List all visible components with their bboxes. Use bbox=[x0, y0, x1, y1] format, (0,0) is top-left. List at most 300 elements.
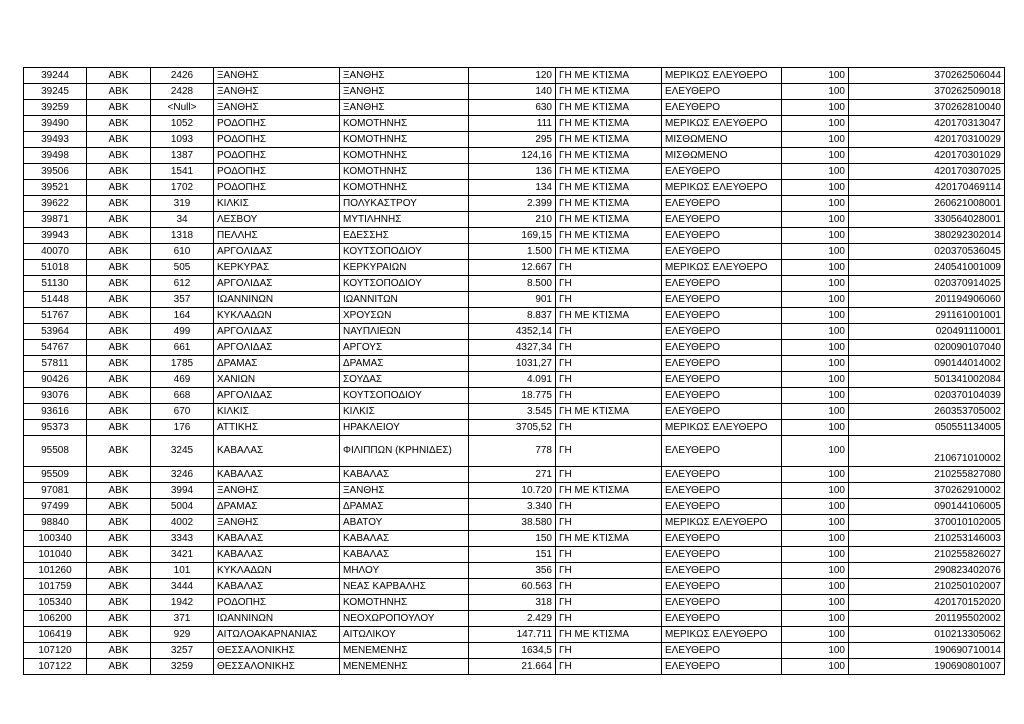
number-cell: 164 bbox=[151, 308, 214, 324]
status-cell: ΕΛΕΥΘΕΡΟ bbox=[662, 324, 782, 340]
area-cell: 2.429 bbox=[469, 611, 556, 627]
type-cell: ABK bbox=[87, 340, 151, 356]
number-cell: 3259 bbox=[151, 659, 214, 675]
number-cell: 1387 bbox=[151, 148, 214, 164]
municipality-cell: ΙΩΑΝΝΙΤΩΝ bbox=[340, 292, 469, 308]
number-cell: 469 bbox=[151, 372, 214, 388]
percentage-cell: 100 bbox=[782, 308, 849, 324]
prefecture-cell: ΑΡΓΟΛΙΔΑΣ bbox=[214, 340, 340, 356]
code-cell: 291161001001 bbox=[849, 308, 1005, 324]
type-cell: ABK bbox=[87, 531, 151, 547]
municipality-cell: ΚΟΜΟΤΗΝΗΣ bbox=[340, 132, 469, 148]
type-cell: ABK bbox=[87, 372, 151, 388]
percentage-cell: 100 bbox=[782, 100, 849, 116]
number-cell: 661 bbox=[151, 340, 214, 356]
prefecture-cell: ΙΩΑΝΝΙΝΩΝ bbox=[214, 292, 340, 308]
table-row bbox=[24, 292, 1005, 308]
number-cell: <Null> bbox=[151, 100, 214, 116]
number-cell: 1318 bbox=[151, 228, 214, 244]
table-row bbox=[24, 547, 1005, 563]
percentage-cell: 100 bbox=[782, 372, 849, 388]
status-cell: ΕΛΕΥΘΕΡΟ bbox=[662, 84, 782, 100]
municipality-cell: ΞΑΝΘΗΣ bbox=[340, 84, 469, 100]
municipality-cell: ΑΒΑΤΟΥ bbox=[340, 515, 469, 531]
record-id-cell: 106200 bbox=[24, 611, 87, 627]
number-cell: 1093 bbox=[151, 132, 214, 148]
type-cell: ABK bbox=[87, 563, 151, 579]
record-id-cell: 39521 bbox=[24, 180, 87, 196]
record-id-cell: 51448 bbox=[24, 292, 87, 308]
percentage-cell: 100 bbox=[782, 436, 849, 467]
type-cell: ABK bbox=[87, 148, 151, 164]
municipality-cell: ΚΟΥΤΣΟΠΟΔΙΟΥ bbox=[340, 276, 469, 292]
code-cell: 010213305062 bbox=[849, 627, 1005, 643]
municipality-cell: ΚΟΜΟΤΗΝΗΣ bbox=[340, 148, 469, 164]
percentage-cell: 100 bbox=[782, 180, 849, 196]
code-cell: 240541001009 bbox=[849, 260, 1005, 276]
table-row bbox=[24, 531, 1005, 547]
percentage-cell: 100 bbox=[782, 340, 849, 356]
category-cell: ΓΗ bbox=[556, 372, 662, 388]
percentage-cell: 100 bbox=[782, 244, 849, 260]
municipality-cell: ΝΑΥΠΛΙΕΩΝ bbox=[340, 324, 469, 340]
table-row bbox=[24, 100, 1005, 116]
code-cell: 420170310029 bbox=[849, 132, 1005, 148]
category-cell: ΓΗ bbox=[556, 292, 662, 308]
percentage-cell: 100 bbox=[782, 84, 849, 100]
percentage-cell: 100 bbox=[782, 627, 849, 643]
code-cell: 420170301029 bbox=[849, 148, 1005, 164]
table-row bbox=[24, 132, 1005, 148]
type-cell: ABK bbox=[87, 659, 151, 675]
type-cell: ABK bbox=[87, 467, 151, 483]
table-row bbox=[24, 659, 1005, 675]
prefecture-cell: ΡΟΔΟΠΗΣ bbox=[214, 116, 340, 132]
table-row bbox=[24, 340, 1005, 356]
status-cell: ΕΛΕΥΘΕΡΟ bbox=[662, 100, 782, 116]
area-cell: 630 bbox=[469, 100, 556, 116]
municipality-cell: ΑΙΤΩΛΙΚΟΥ bbox=[340, 627, 469, 643]
status-cell: ΕΛΕΥΘΕΡΟ bbox=[662, 388, 782, 404]
prefecture-cell: ΚΑΒΑΛΑΣ bbox=[214, 531, 340, 547]
area-cell: 901 bbox=[469, 292, 556, 308]
number-cell: 3444 bbox=[151, 579, 214, 595]
prefecture-cell: ΚΙΛΚΙΣ bbox=[214, 404, 340, 420]
area-cell: 12.667 bbox=[469, 260, 556, 276]
percentage-cell: 100 bbox=[782, 563, 849, 579]
number-cell: 1541 bbox=[151, 164, 214, 180]
number-cell: 3257 bbox=[151, 643, 214, 659]
category-cell: ΓΗ bbox=[556, 467, 662, 483]
category-cell: ΓΗ ΜΕ ΚΤΙΣΜΑ bbox=[556, 308, 662, 324]
type-cell: ABK bbox=[87, 228, 151, 244]
prefecture-cell: ΑΡΓΟΛΙΔΑΣ bbox=[214, 244, 340, 260]
record-id-cell: 98840 bbox=[24, 515, 87, 531]
record-id-cell: 90426 bbox=[24, 372, 87, 388]
type-cell: ABK bbox=[87, 420, 151, 436]
municipality-cell: ΚΑΒΑΛΑΣ bbox=[340, 531, 469, 547]
number-cell: 1052 bbox=[151, 116, 214, 132]
category-cell: ΓΗ bbox=[556, 595, 662, 611]
status-cell: ΕΛΕΥΘΕΡΟ bbox=[662, 563, 782, 579]
status-cell: ΕΛΕΥΘΕΡΟ bbox=[662, 436, 782, 467]
status-cell: ΜΕΡΙΚΩΣ ΕΛΕΥΘΕΡΟ bbox=[662, 627, 782, 643]
record-id-cell: 95508 bbox=[24, 436, 87, 467]
code-cell: 420170469114 bbox=[849, 180, 1005, 196]
code-cell: 020090107040 bbox=[849, 340, 1005, 356]
table-row bbox=[24, 148, 1005, 164]
percentage-cell: 100 bbox=[782, 196, 849, 212]
number-cell: 371 bbox=[151, 611, 214, 627]
category-cell: ΓΗ bbox=[556, 579, 662, 595]
number-cell: 3421 bbox=[151, 547, 214, 563]
record-id-cell: 101759 bbox=[24, 579, 87, 595]
municipality-cell: ΞΑΝΘΗΣ bbox=[340, 68, 469, 84]
category-cell: ΓΗ ΜΕ ΚΤΙΣΜΑ bbox=[556, 116, 662, 132]
percentage-cell: 100 bbox=[782, 260, 849, 276]
number-cell: 3343 bbox=[151, 531, 214, 547]
code-cell: 370262509018 bbox=[849, 84, 1005, 100]
status-cell: ΕΛΕΥΘΕΡΟ bbox=[662, 579, 782, 595]
type-cell: ABK bbox=[87, 324, 151, 340]
record-id-cell: 40070 bbox=[24, 244, 87, 260]
type-cell: ABK bbox=[87, 643, 151, 659]
area-cell: 38.580 bbox=[469, 515, 556, 531]
table-row bbox=[24, 499, 1005, 515]
table-row bbox=[24, 356, 1005, 372]
record-id-cell: 107122 bbox=[24, 659, 87, 675]
record-id-cell: 101040 bbox=[24, 547, 87, 563]
category-cell: ΓΗ ΜΕ ΚΤΙΣΜΑ bbox=[556, 212, 662, 228]
table-row bbox=[24, 180, 1005, 196]
prefecture-cell: ΙΩΑΝΝΙΝΩΝ bbox=[214, 611, 340, 627]
prefecture-cell: ΘΕΣΣΑΛΟΝΙΚΗΣ bbox=[214, 659, 340, 675]
percentage-cell: 100 bbox=[782, 132, 849, 148]
code-cell: 260621008001 bbox=[849, 196, 1005, 212]
category-cell: ΓΗ ΜΕ ΚΤΙΣΜΑ bbox=[556, 100, 662, 116]
number-cell: 610 bbox=[151, 244, 214, 260]
record-id-cell: 39493 bbox=[24, 132, 87, 148]
table-row bbox=[24, 611, 1005, 627]
record-id-cell: 39943 bbox=[24, 228, 87, 244]
table-row bbox=[24, 196, 1005, 212]
table-row bbox=[24, 420, 1005, 436]
table-row bbox=[24, 372, 1005, 388]
area-cell: 3.545 bbox=[469, 404, 556, 420]
record-id-cell: 39498 bbox=[24, 148, 87, 164]
code-cell: 420170307025 bbox=[849, 164, 1005, 180]
record-id-cell: 93616 bbox=[24, 404, 87, 420]
status-cell: ΕΛΕΥΘΕΡΟ bbox=[662, 196, 782, 212]
area-cell: 295 bbox=[469, 132, 556, 148]
status-cell: ΕΛΕΥΘΕΡΟ bbox=[662, 356, 782, 372]
percentage-cell: 100 bbox=[782, 324, 849, 340]
prefecture-cell: ΞΑΝΘΗΣ bbox=[214, 84, 340, 100]
percentage-cell: 100 bbox=[782, 515, 849, 531]
prefecture-cell: ΡΟΔΟΠΗΣ bbox=[214, 132, 340, 148]
record-id-cell: 39259 bbox=[24, 100, 87, 116]
prefecture-cell: ΘΕΣΣΑΛΟΝΙΚΗΣ bbox=[214, 643, 340, 659]
number-cell: 101 bbox=[151, 563, 214, 579]
category-cell: ΓΗ ΜΕ ΚΤΙΣΜΑ bbox=[556, 148, 662, 164]
municipality-cell: ΧΡΟΥΣΩΝ bbox=[340, 308, 469, 324]
number-cell: 499 bbox=[151, 324, 214, 340]
table-row bbox=[24, 84, 1005, 100]
category-cell: ΓΗ bbox=[556, 659, 662, 675]
area-cell: 150 bbox=[469, 531, 556, 547]
status-cell: ΜΕΡΙΚΩΣ ΕΛΕΥΘΕΡΟ bbox=[662, 116, 782, 132]
municipality-cell: ΗΡΑΚΛΕΙΟΥ bbox=[340, 420, 469, 436]
code-cell: 260353705002 bbox=[849, 404, 1005, 420]
category-cell: ΓΗ ΜΕ ΚΤΙΣΜΑ bbox=[556, 132, 662, 148]
municipality-cell: ΔΡΑΜΑΣ bbox=[340, 499, 469, 515]
prefecture-cell: ΞΑΝΘΗΣ bbox=[214, 100, 340, 116]
table-row bbox=[24, 627, 1005, 643]
type-cell: ABK bbox=[87, 180, 151, 196]
prefecture-cell: ΡΟΔΟΠΗΣ bbox=[214, 180, 340, 196]
percentage-cell: 100 bbox=[782, 483, 849, 499]
category-cell: ΓΗ bbox=[556, 356, 662, 372]
area-cell: 151 bbox=[469, 547, 556, 563]
area-cell: 21.664 bbox=[469, 659, 556, 675]
record-id-cell: 57811 bbox=[24, 356, 87, 372]
percentage-cell: 100 bbox=[782, 547, 849, 563]
code-cell: 201194906060 bbox=[849, 292, 1005, 308]
table-row bbox=[24, 467, 1005, 483]
category-cell: ΓΗ bbox=[556, 420, 662, 436]
percentage-cell: 100 bbox=[782, 148, 849, 164]
area-cell: 18.775 bbox=[469, 388, 556, 404]
category-cell: ΓΗ bbox=[556, 563, 662, 579]
type-cell: ABK bbox=[87, 547, 151, 563]
code-cell: 201195502002 bbox=[849, 611, 1005, 627]
municipality-cell: ΞΑΝΘΗΣ bbox=[340, 483, 469, 499]
type-cell: ABK bbox=[87, 515, 151, 531]
prefecture-cell: ΑΡΓΟΛΙΔΑΣ bbox=[214, 388, 340, 404]
number-cell: 1785 bbox=[151, 356, 214, 372]
number-cell: 34 bbox=[151, 212, 214, 228]
municipality-cell: ΝΕΑΣ ΚΑΡΒΑΛΗΣ bbox=[340, 579, 469, 595]
record-id-cell: 39622 bbox=[24, 196, 87, 212]
area-cell: 120 bbox=[469, 68, 556, 84]
area-cell: 4352,14 bbox=[469, 324, 556, 340]
municipality-cell: ΜΥΤΙΛΗΝΗΣ bbox=[340, 212, 469, 228]
record-id-cell: 39245 bbox=[24, 84, 87, 100]
status-cell: ΜΕΡΙΚΩΣ ΕΛΕΥΘΕΡΟ bbox=[662, 515, 782, 531]
status-cell: ΕΛΕΥΘΕΡΟ bbox=[662, 164, 782, 180]
type-cell: ABK bbox=[87, 68, 151, 84]
prefecture-cell: ΚΥΚΛΑΔΩΝ bbox=[214, 563, 340, 579]
area-cell: 111 bbox=[469, 116, 556, 132]
status-cell: ΕΛΕΥΘΕΡΟ bbox=[662, 308, 782, 324]
code-cell: 090144014002 bbox=[849, 356, 1005, 372]
table-row bbox=[24, 308, 1005, 324]
table-row bbox=[24, 404, 1005, 420]
type-cell: ABK bbox=[87, 404, 151, 420]
status-cell: ΜΕΡΙΚΩΣ ΕΛΕΥΘΕΡΟ bbox=[662, 68, 782, 84]
area-cell: 318 bbox=[469, 595, 556, 611]
prefecture-cell: ΑΙΤΩΛΟΑΚΑΡΝΑΝΙΑΣ bbox=[214, 627, 340, 643]
status-cell: ΕΛΕΥΘΕΡΟ bbox=[662, 467, 782, 483]
status-cell: ΕΛΕΥΘΕΡΟ bbox=[662, 483, 782, 499]
table-row bbox=[24, 515, 1005, 531]
category-cell: ΓΗ ΜΕ ΚΤΙΣΜΑ bbox=[556, 244, 662, 260]
number-cell: 5004 bbox=[151, 499, 214, 515]
table-row bbox=[24, 228, 1005, 244]
percentage-cell: 100 bbox=[782, 212, 849, 228]
area-cell: 210 bbox=[469, 212, 556, 228]
category-cell: ΓΗ ΜΕ ΚΤΙΣΜΑ bbox=[556, 196, 662, 212]
table-row bbox=[24, 276, 1005, 292]
municipality-cell: ΝΕΟΧΩΡΟΠΟΥΛΟΥ bbox=[340, 611, 469, 627]
type-cell: ABK bbox=[87, 132, 151, 148]
record-id-cell: 39244 bbox=[24, 68, 87, 84]
code-cell: 020370104039 bbox=[849, 388, 1005, 404]
table-body bbox=[24, 68, 1005, 675]
number-cell: 2428 bbox=[151, 84, 214, 100]
type-cell: ABK bbox=[87, 260, 151, 276]
code-cell: 370262910002 bbox=[849, 483, 1005, 499]
table-row bbox=[24, 164, 1005, 180]
status-cell: ΕΛΕΥΘΕΡΟ bbox=[662, 404, 782, 420]
number-cell: 2426 bbox=[151, 68, 214, 84]
area-cell: 2.399 bbox=[469, 196, 556, 212]
type-cell: ABK bbox=[87, 499, 151, 515]
code-cell: 090144106005 bbox=[849, 499, 1005, 515]
municipality-cell: ΚΕΡΚΥΡΑΙΩΝ bbox=[340, 260, 469, 276]
status-cell: ΕΛΕΥΘΕΡΟ bbox=[662, 659, 782, 675]
area-cell: 1.500 bbox=[469, 244, 556, 260]
status-cell: ΕΛΕΥΘΕΡΟ bbox=[662, 372, 782, 388]
prefecture-cell: ΚΑΒΑΛΑΣ bbox=[214, 436, 340, 467]
record-id-cell: 95509 bbox=[24, 467, 87, 483]
number-cell: 3994 bbox=[151, 483, 214, 499]
table-row bbox=[24, 563, 1005, 579]
status-cell: ΕΛΕΥΘΕΡΟ bbox=[662, 244, 782, 260]
prefecture-cell: ΑΡΓΟΛΙΔΑΣ bbox=[214, 324, 340, 340]
category-cell: ΓΗ bbox=[556, 547, 662, 563]
prefecture-cell: ΚΙΛΚΙΣ bbox=[214, 196, 340, 212]
number-cell: 4002 bbox=[151, 515, 214, 531]
category-cell: ΓΗ ΜΕ ΚΤΙΣΜΑ bbox=[556, 627, 662, 643]
status-cell: ΕΛΕΥΘΕΡΟ bbox=[662, 595, 782, 611]
percentage-cell: 100 bbox=[782, 659, 849, 675]
area-cell: 3705,52 bbox=[469, 420, 556, 436]
area-cell: 10.720 bbox=[469, 483, 556, 499]
municipality-cell: ΜΕΝΕΜΕΝΗΣ bbox=[340, 643, 469, 659]
municipality-cell: ΜΗΛΟΥ bbox=[340, 563, 469, 579]
area-cell: 271 bbox=[469, 467, 556, 483]
code-cell: 020370914025 bbox=[849, 276, 1005, 292]
area-cell: 169,15 bbox=[469, 228, 556, 244]
prefecture-cell: ΧΑΝΙΩΝ bbox=[214, 372, 340, 388]
table-row bbox=[24, 212, 1005, 228]
property-table bbox=[23, 67, 1005, 675]
category-cell: ΓΗ bbox=[556, 611, 662, 627]
code-cell: 210250102007 bbox=[849, 579, 1005, 595]
record-id-cell: 51018 bbox=[24, 260, 87, 276]
code-cell: 370262506044 bbox=[849, 68, 1005, 84]
category-cell: ΓΗ ΜΕ ΚΤΙΣΜΑ bbox=[556, 84, 662, 100]
prefecture-cell: ΠΕΛΛΗΣ bbox=[214, 228, 340, 244]
number-cell: 176 bbox=[151, 420, 214, 436]
record-id-cell: 97081 bbox=[24, 483, 87, 499]
percentage-cell: 100 bbox=[782, 276, 849, 292]
record-id-cell: 53964 bbox=[24, 324, 87, 340]
municipality-cell: ΕΔΕΣΣΗΣ bbox=[340, 228, 469, 244]
type-cell: ABK bbox=[87, 579, 151, 595]
code-cell: 370010102005 bbox=[849, 515, 1005, 531]
record-id-cell: 106419 bbox=[24, 627, 87, 643]
code-cell: 420170313047 bbox=[849, 116, 1005, 132]
record-id-cell: 51130 bbox=[24, 276, 87, 292]
table-row bbox=[24, 483, 1005, 499]
category-cell: ΓΗ bbox=[556, 340, 662, 356]
area-cell: 778 bbox=[469, 436, 556, 467]
number-cell: 319 bbox=[151, 196, 214, 212]
table-row bbox=[24, 388, 1005, 404]
type-cell: ABK bbox=[87, 627, 151, 643]
number-cell: 1942 bbox=[151, 595, 214, 611]
area-cell: 1634,5 bbox=[469, 643, 556, 659]
status-cell: ΕΛΕΥΘΕΡΟ bbox=[662, 276, 782, 292]
type-cell: ABK bbox=[87, 116, 151, 132]
record-id-cell: 95373 bbox=[24, 420, 87, 436]
record-id-cell: 101260 bbox=[24, 563, 87, 579]
code-cell: 190690710014 bbox=[849, 643, 1005, 659]
status-cell: ΕΛΕΥΘΕΡΟ bbox=[662, 212, 782, 228]
category-cell: ΓΗ ΜΕ ΚΤΙΣΜΑ bbox=[556, 164, 662, 180]
percentage-cell: 100 bbox=[782, 420, 849, 436]
percentage-cell: 100 bbox=[782, 164, 849, 180]
category-cell: ΓΗ ΜΕ ΚΤΙΣΜΑ bbox=[556, 483, 662, 499]
code-cell: 210255826027 bbox=[849, 547, 1005, 563]
table-row bbox=[24, 324, 1005, 340]
area-cell: 8.837 bbox=[469, 308, 556, 324]
category-cell: ΓΗ ΜΕ ΚΤΙΣΜΑ bbox=[556, 228, 662, 244]
category-cell: ΓΗ bbox=[556, 436, 662, 467]
record-id-cell: 39490 bbox=[24, 116, 87, 132]
area-cell: 1031,27 bbox=[469, 356, 556, 372]
number-cell: 668 bbox=[151, 388, 214, 404]
municipality-cell: ΚΟΜΟΤΗΝΗΣ bbox=[340, 595, 469, 611]
record-id-cell: 39871 bbox=[24, 212, 87, 228]
category-cell: ΓΗ ΜΕ ΚΤΙΣΜΑ bbox=[556, 404, 662, 420]
percentage-cell: 100 bbox=[782, 499, 849, 515]
municipality-cell: ΚΑΒΑΛΑΣ bbox=[340, 547, 469, 563]
status-cell: ΕΛΕΥΘΕΡΟ bbox=[662, 499, 782, 515]
type-cell: ABK bbox=[87, 436, 151, 467]
status-cell: ΜΙΣΘΩΜΕΝΟ bbox=[662, 132, 782, 148]
category-cell: ΓΗ bbox=[556, 260, 662, 276]
municipality-cell: ΠΟΛΥΚΑΣΤΡΟΥ bbox=[340, 196, 469, 212]
type-cell: ABK bbox=[87, 100, 151, 116]
number-cell: 612 bbox=[151, 276, 214, 292]
status-cell: ΕΛΕΥΘΕΡΟ bbox=[662, 292, 782, 308]
record-id-cell: 51767 bbox=[24, 308, 87, 324]
prefecture-cell: ΡΟΔΟΠΗΣ bbox=[214, 595, 340, 611]
percentage-cell: 100 bbox=[782, 388, 849, 404]
percentage-cell: 100 bbox=[782, 579, 849, 595]
type-cell: ABK bbox=[87, 356, 151, 372]
prefecture-cell: ΑΡΓΟΛΙΔΑΣ bbox=[214, 276, 340, 292]
municipality-cell: ΚΙΛΚΙΣ bbox=[340, 404, 469, 420]
municipality-cell: ΣΟΥΔΑΣ bbox=[340, 372, 469, 388]
table-row bbox=[24, 260, 1005, 276]
category-cell: ΓΗ ΜΕ ΚΤΙΣΜΑ bbox=[556, 68, 662, 84]
area-cell: 356 bbox=[469, 563, 556, 579]
type-cell: ABK bbox=[87, 595, 151, 611]
